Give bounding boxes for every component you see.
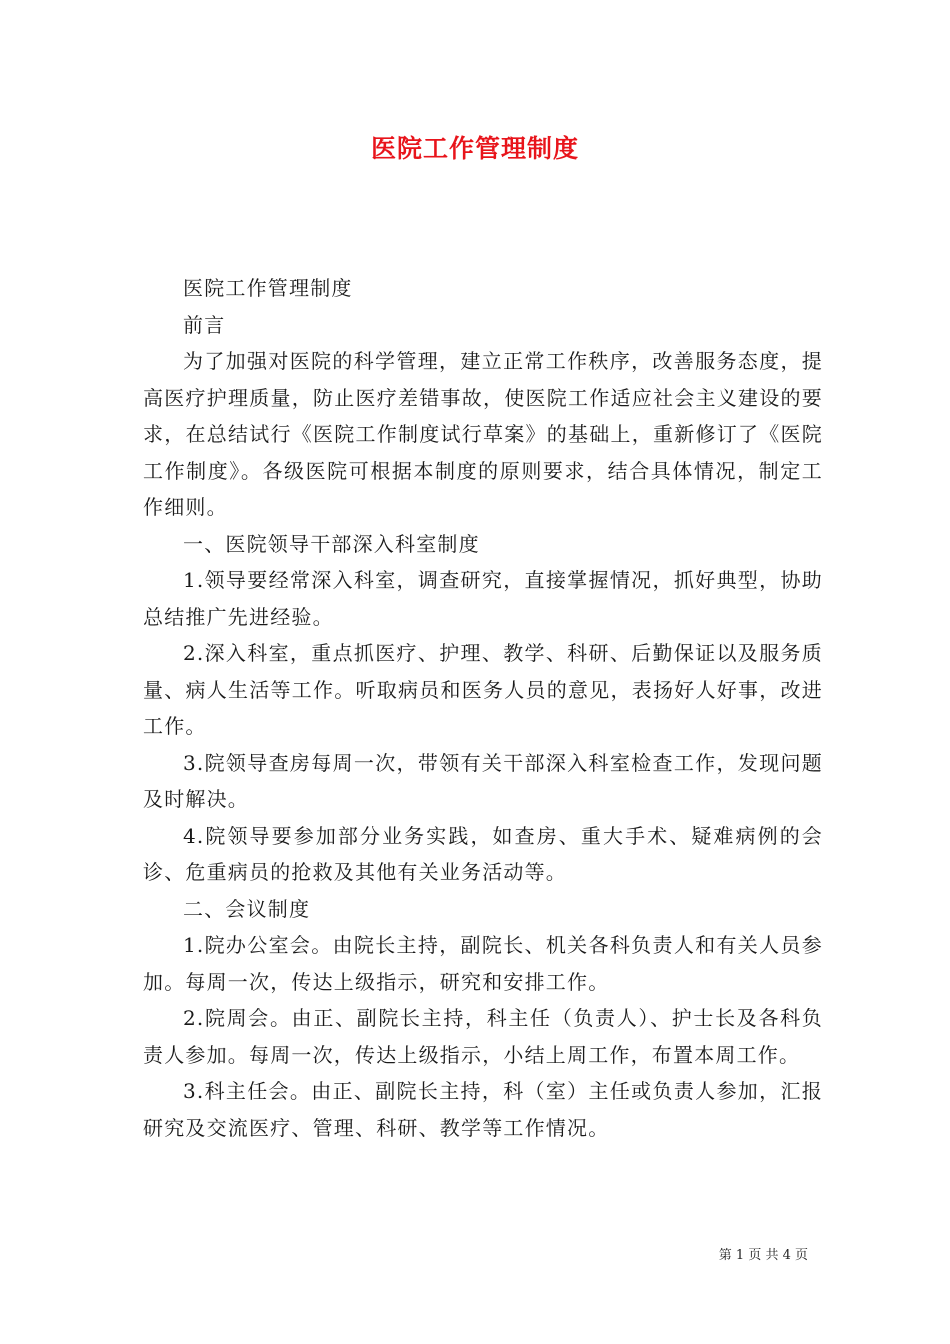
paragraph-preface: 为了加强对医院的科学管理，建立正常工作秩序，改善服务态度，提高医疗护理质量，防止医疗差错事故，使医院工作适应社会主义建设的要求，在总结试行《医院工作制度试行草案》的基础上，重新修订了《医院工作制度》。各级医院可根据本制度的原则要求，结合具体情况，制定工作细则。 [143, 349, 823, 519]
paragraph-item: 2.深入科室，重点抓医疗、护理、教学、科研、后勤保证以及服务质量、病人生活等工作。听取病员和医务人员的意见，表扬好人好事，改进工作。 [143, 641, 823, 738]
paragraph-item: 1.领导要经常深入科室，调查研究，直接掌握情况，抓好典型，协助总结推广先进经验。 [143, 568, 823, 629]
paragraph-item: 4.院领导要参加部分业务实践，如查房、重大手术、疑难病例的会诊、危重病员的抢救及其他有关业务活动等。 [143, 823, 823, 884]
section-heading-1: 一、医院领导干部深入科室制度 [183, 531, 480, 556]
document-body [143, 270, 823, 1146]
paragraph-item: 2.院周会。由正、副院长主持，科主任（负责人）、护士长及各科负责人参加。每周一次，传达上级指示，小结上周工作，布置本周工作。 [143, 1006, 823, 1067]
paragraph-preface-heading: 前言 [183, 312, 226, 337]
paragraph-item: 3.科主任会。由正、副院长主持，科（室）主任或负责人参加，汇报研究及交流医疗、管理、科研、教学等工作情况。 [143, 1079, 823, 1140]
section-heading-2: 二、会议制度 [183, 896, 311, 921]
paragraph-item: 1.院办公室会。由院长主持，副院长、机关各科负责人和有关人员参加。每周一次，传达上级指示，研究和安排工作。 [143, 933, 823, 994]
paragraph-item: 3.院领导查房每周一次，带领有关干部深入科室检查工作，发现问题及时解决。 [143, 750, 823, 811]
page-footer: 第 1 页 共 4 页 [718, 1248, 808, 1263]
page-title: 医院工作管理制度 [370, 134, 579, 163]
paragraph-subtitle: 医院工作管理制度 [183, 276, 353, 300]
